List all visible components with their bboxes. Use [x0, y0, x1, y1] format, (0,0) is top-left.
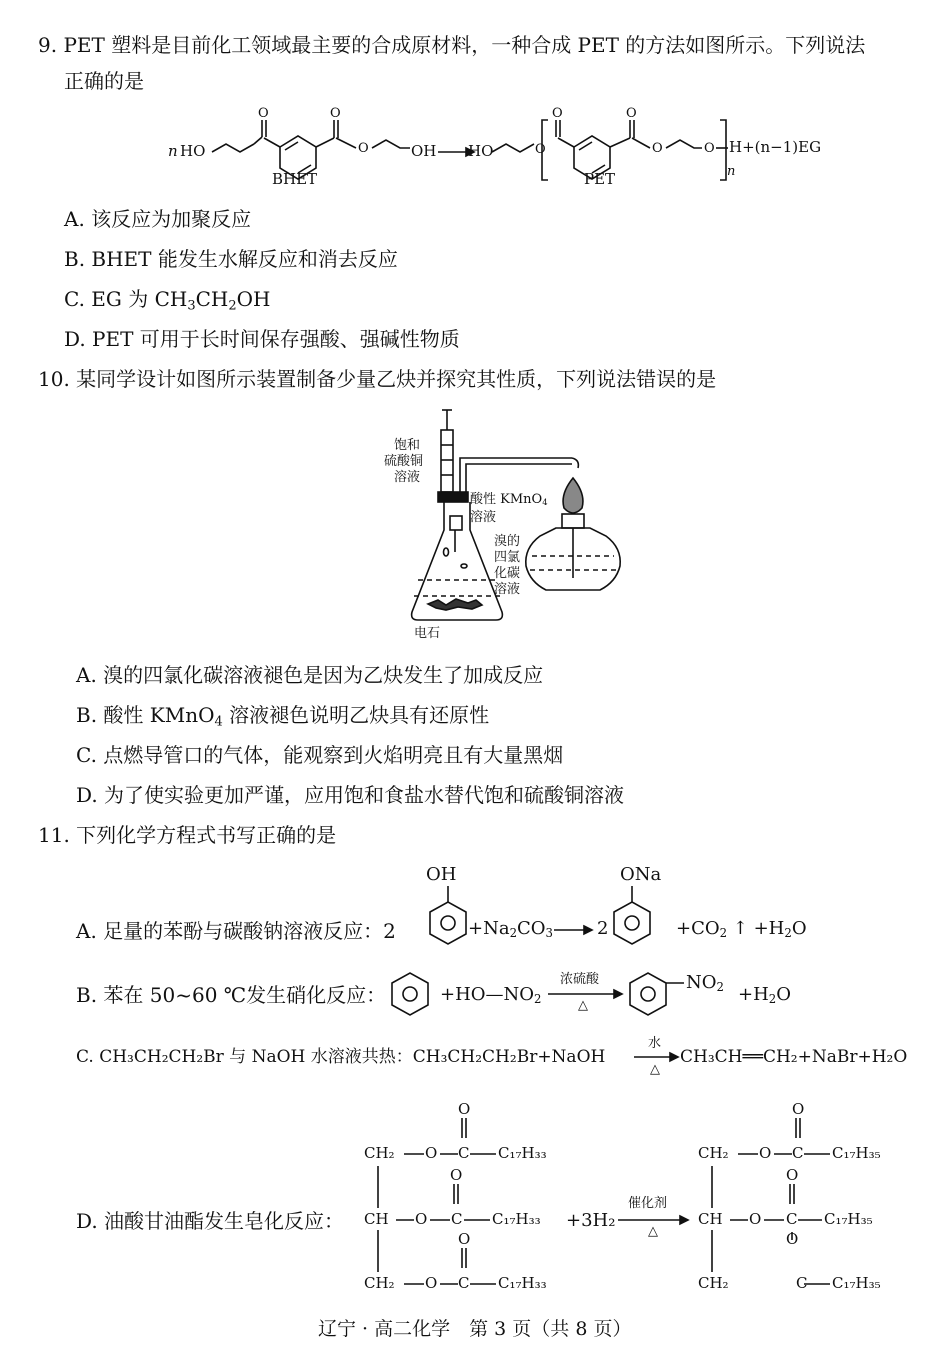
option-c-product: CH₃CH══CH₂+NaBr+H₂O: [680, 1047, 908, 1067]
q9-option-a: A. 该反应为加聚反应: [64, 207, 252, 231]
option-b-cond-bottom: △: [578, 998, 588, 1013]
label-br-1: 溴的: [494, 534, 521, 549]
bhet-carbonyl-o2: O: [330, 106, 341, 121]
bhet-carbonyl-o1: O: [258, 106, 269, 121]
label-br-2: 四氯: [494, 550, 521, 565]
d-cond-bottom: △: [648, 1224, 658, 1239]
d-left-o3: O: [425, 1274, 438, 1292]
pet-o-end: O: [704, 141, 715, 156]
option-a-na2co3: $+Na_2CO_3$: [468, 918, 553, 940]
d-right-c2: C: [786, 1210, 798, 1228]
pet-ester-o: O: [652, 141, 663, 156]
d-left-o-top2: O: [450, 1166, 463, 1184]
label-calcium-carbide: 电石: [414, 626, 441, 641]
d-left-c2: C: [451, 1210, 463, 1228]
q10-option-b: B. 酸性 KMnO$_4$ 溶液褪色说明乙炔具有还原性: [76, 703, 490, 730]
repeat-n: n: [727, 164, 736, 179]
q10-stem: 10. 某同学设计如图所示装置制备少量乙炔并探究其性质，下列说法错误的是: [38, 367, 717, 391]
q9-stem-line2: 正确的是: [64, 69, 144, 93]
d-right-c3: C: [796, 1274, 808, 1292]
d-left-ch2-bottom: CH₂: [364, 1274, 395, 1292]
ho-pet: HO: [468, 142, 494, 160]
q11-option-b-label: B. 苯在 50~60 ℃发生硝化反应：: [76, 983, 387, 1007]
d-left-o-top1: O: [458, 1100, 471, 1118]
label-br-3: 化碳: [494, 566, 521, 581]
d-right-o2: O: [749, 1210, 762, 1228]
pet-carbonyl-o1: O: [552, 106, 563, 121]
phenol-oh: OH: [426, 864, 457, 885]
pet-o-start: O: [535, 142, 546, 157]
q9-option-b: B. BHET 能发生水解反应和消去反应: [64, 247, 398, 271]
option-b-no2: $NO_2$: [686, 972, 724, 994]
q11-option-d-label: D. 油酸甘油酯发生皂化反应：: [76, 1209, 345, 1233]
label-kmno4-solution: 溶液: [470, 510, 497, 525]
label-br-4: 溶液: [494, 582, 521, 597]
d-plus-h2: +3H₂: [566, 1210, 616, 1231]
option-b-reagent: $+HO—NO_2$: [440, 984, 542, 1006]
q11-option-c-label: C. CH₃CH₂CH₂Br 与 NaOH 水溶液共热：CH₃CH₂CH₂Br+NaOH: [76, 1047, 606, 1067]
label-kmno4: 酸性 KMnO$_4$: [470, 492, 548, 508]
bhet-ester-o: O: [358, 141, 369, 156]
d-left-o2: O: [415, 1210, 428, 1228]
d-right-o-top2: O: [786, 1166, 799, 1184]
label-solution: 溶液: [394, 470, 421, 485]
q9-option-d: D. PET 可用于长时间保存强酸、强碱性物质: [64, 327, 460, 351]
q10-option-c: C. 点燃导管口的气体，能观察到火焰明亮且有大量黑烟: [76, 743, 564, 767]
d-right-r3: C₁₇H₃₅: [832, 1274, 881, 1292]
page-footer: 辽宁 · 高二化学 第 3 页（共 8 页）: [318, 1318, 632, 1340]
d-right-o1: O: [759, 1144, 772, 1162]
n-prefix: n: [168, 142, 178, 160]
d-right-r2: C₁₇H₃₅: [824, 1210, 873, 1228]
oh-right: OH: [411, 142, 437, 160]
q10-option-d: D. 为了使实验更加严谨，应用饱和食盐水替代饱和硫酸铜溶液: [76, 783, 625, 807]
d-right-o-top1: O: [792, 1100, 805, 1118]
pet-label: PET: [584, 170, 616, 188]
q9-option-c: C. EG 为 $CH_3CH_2OH$: [64, 287, 271, 314]
option-c-cond-bottom: △: [650, 1062, 660, 1077]
option-a-products: $+CO_2$ ↑ $+H_2O$: [676, 918, 807, 940]
d-left-o-top3: O: [458, 1230, 471, 1248]
d-right-c1: C: [792, 1144, 804, 1162]
d-left-c1: C: [458, 1144, 470, 1162]
phenoxide-ona: ONa: [620, 864, 662, 885]
d-left-ch2-top: CH₂: [364, 1144, 395, 1162]
d-left-c3: C: [458, 1274, 470, 1292]
d-left-ch: CH: [364, 1210, 389, 1228]
d-left-o1: O: [425, 1144, 438, 1162]
label-saturated: 饱和: [394, 438, 421, 453]
ho-left: HO: [180, 142, 206, 160]
d-left-r2: C₁₇H₃₃: [492, 1210, 541, 1228]
bhet-label: BHET: [272, 170, 318, 188]
d-left-r3: C₁₇H₃₃: [498, 1274, 547, 1292]
option-a-coef2: 2: [597, 918, 609, 939]
q11-option-a-label: A. 足量的苯酚与碳酸钠溶液反应：2: [76, 919, 396, 943]
pet-carbonyl-o2: O: [626, 106, 637, 121]
d-right-r1: C₁₇H₃₅: [832, 1144, 881, 1162]
scheme-tail: H+(n−1)EG: [729, 138, 822, 156]
d-cond-top: 催化剂: [628, 1196, 668, 1211]
d-right-o-bottom: O: [786, 1230, 799, 1248]
q11-stem: 11. 下列化学方程式书写正确的是: [38, 823, 337, 847]
d-right-ch2-bottom: CH₂: [698, 1274, 729, 1292]
d-left-r1: C₁₇H₃₃: [498, 1144, 547, 1162]
d-right-ch2-top: CH₂: [698, 1144, 729, 1162]
q9-stem-line1: 9. PET 塑料是目前化工领域最主要的合成原材料，一种合成 PET 的方法如图所示。下列说法: [38, 33, 866, 57]
option-b-water: $+H_2O$: [738, 984, 791, 1006]
d-right-ch: CH: [698, 1210, 723, 1228]
q10-option-a: A. 溴的四氯化碳溶液褪色是因为乙炔发生了加成反应: [76, 663, 544, 687]
option-b-cond-top: 浓硫酸: [560, 972, 600, 987]
option-c-cond-top: 水: [648, 1036, 662, 1051]
label-cuso4: 硫酸铜: [384, 454, 424, 469]
